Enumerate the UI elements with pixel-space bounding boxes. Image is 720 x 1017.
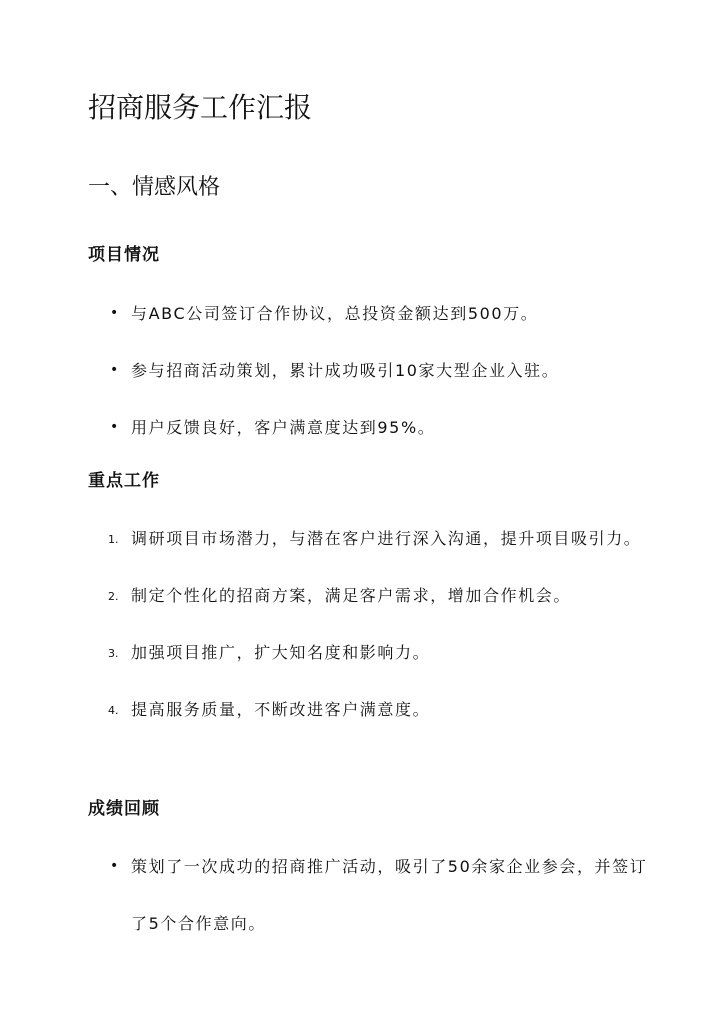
list-number: 3. [108,647,119,660]
heading-project-status: 项目情况 [88,245,160,265]
list-item [88,838,648,952]
list-item [88,285,648,342]
achievements-list [88,838,648,952]
heading-key-work: 重点工作 [88,471,160,491]
list-number: 1. [108,533,119,546]
bullet-icon: • [110,419,120,435]
list-item-text: 用户反馈良好，客户满意度达到95%。 [131,418,436,437]
list-item [88,681,648,738]
list-item-text: 提高服务质量，不断改进客户满意度。 [131,700,431,719]
list-item [88,342,648,399]
key-work-list [88,510,648,738]
list-item-text: 调研项目市场潜力，与潜在客户进行深入沟通，提升项目吸引力。 [131,529,642,548]
bullet-icon: • [110,305,120,321]
list-item [88,510,648,567]
list-item-text: 策划了一次成功的招商推广活动，吸引了50余家企业参会，并签订了5个合作意向。 [131,857,648,933]
list-item-text: 加强项目推广，扩大知名度和影响力。 [131,643,431,662]
list-item-text: 与ABC公司签订合作协议，总投资金额达到500万。 [131,304,539,323]
section-heading-style: 一、情感风格 [88,175,221,200]
list-item [88,567,648,624]
list-item-text: 制定个性化的招商方案，满足客户需求，增加合作机会。 [131,586,572,605]
bullet-icon: • [110,858,120,874]
list-item [88,624,648,681]
list-number: 4. [108,704,119,717]
document-title: 招商服务工作汇报 [88,91,313,124]
project-status-list [88,285,648,456]
list-number: 2. [108,590,119,603]
list-item [88,399,648,456]
heading-achievements: 成绩回顾 [88,799,160,819]
list-item-text: 参与招商活动策划，累计成功吸引10家大型企业入驻。 [131,361,560,380]
bullet-icon: • [110,362,120,378]
